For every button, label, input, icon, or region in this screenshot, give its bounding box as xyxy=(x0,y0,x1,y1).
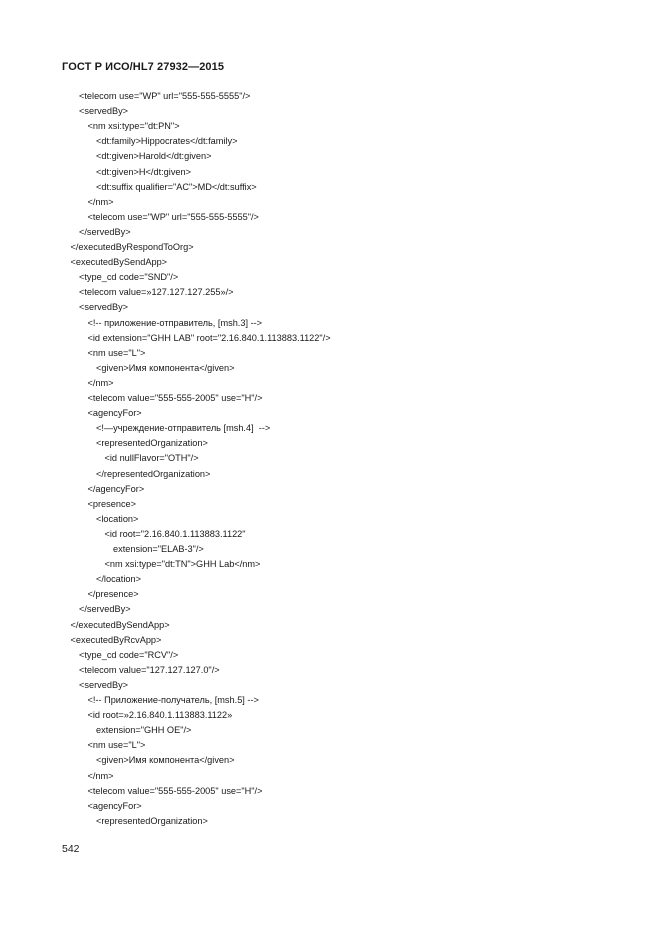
code-line: </location> xyxy=(96,574,141,585)
code-line: <nm use="L"> xyxy=(87,740,146,751)
code-line: <representedOrganization> xyxy=(96,438,208,449)
code-line: </servedBy> xyxy=(79,226,131,237)
code-line: <presence> xyxy=(87,498,137,509)
code-line: </nm> xyxy=(87,770,114,781)
code-line: <nm use="L"> xyxy=(87,347,146,358)
code-line: <dt:given>H</dt:given> xyxy=(96,166,192,177)
code-line: <id extension="GHH LAB" root="2.16.840.1.113883.1122"/> xyxy=(87,332,331,343)
code-line: <given>Имя компонента</given> xyxy=(96,362,235,373)
code-line: </nm> xyxy=(87,377,114,388)
code-line: <!—учреждение-отправитель [msh.4] --> xyxy=(96,423,271,434)
code-line: <servedBy> xyxy=(79,679,129,690)
code-line: <id root="2.16.840.1.113883.1122" xyxy=(104,528,246,539)
code-line: </presence> xyxy=(87,589,139,600)
code-line: <id nullFlavor="OTH"/> xyxy=(104,453,199,464)
code-line: <location> xyxy=(96,513,139,524)
code-line: <nm xsi:type="dt:TN">GHH Lab</nm> xyxy=(104,559,261,570)
code-line: <telecom value=»127.127.127.255»/> xyxy=(79,287,234,298)
code-line: <telecom use="WP" url="555-555-5555"/> xyxy=(79,91,251,101)
code-line: <servedBy> xyxy=(79,302,129,313)
code-line: <dt:given>Harold</dt:given> xyxy=(96,151,212,162)
code-line: </representedOrganization> xyxy=(96,468,211,479)
code-line: <given>Имя компонента</given> xyxy=(96,755,235,766)
code-line: <!-- приложение-отправитель, [msh.3] --> xyxy=(87,317,263,328)
code-line: <telecom use="WP" url="555-555-5555"/> xyxy=(87,211,259,222)
code-line: <type_cd code="RCV"/> xyxy=(79,649,179,660)
code-line: <nm xsi:type="dt:PN"> xyxy=(87,121,180,132)
code-line: <dt:family>Hippocrates</dt:family> xyxy=(96,136,238,147)
code-line: <id root=»2.16.840.1.113883.1122» xyxy=(87,710,233,721)
code-line: <executedByRcvApp> xyxy=(70,634,162,645)
code-line: <type_cd code="SND"/> xyxy=(79,272,179,283)
code-line: </nm> xyxy=(87,196,114,207)
code-line: </agencyFor> xyxy=(87,483,145,494)
code-line: </servedBy> xyxy=(79,604,131,615)
code-line: <telecom value="555-555-2005" use="H"/> xyxy=(87,785,263,796)
code-line: extension="GHH OE"/> xyxy=(96,725,192,736)
page-number: 542 xyxy=(62,843,80,855)
code-line: </executedByRespondToOrg> xyxy=(70,242,194,252)
code-line: <agencyFor> xyxy=(87,408,142,419)
code-line: <telecom value="555-555-2005" use="H"/> xyxy=(87,393,263,403)
document-header: ГОСТ Р ИСО/HL7 27932—2015 xyxy=(62,61,225,73)
code-line: <agencyFor> xyxy=(87,800,142,811)
code-line: <servedBy> xyxy=(79,106,129,117)
code-line: <!-- Приложение-получатель, [msh.5] --> xyxy=(87,695,259,705)
code-line: <representedOrganization> xyxy=(96,815,208,826)
code-line: <dt:suffix qualifier="AC">MD</dt:suffix> xyxy=(96,181,257,192)
code-line: extension="ELAB-3"/> xyxy=(113,544,204,554)
code-line: <executedBySendApp> xyxy=(70,257,168,268)
code-line: <telecom value="127.127.127.0"/> xyxy=(79,664,220,675)
code-line: </executedBySendApp> xyxy=(70,619,170,630)
